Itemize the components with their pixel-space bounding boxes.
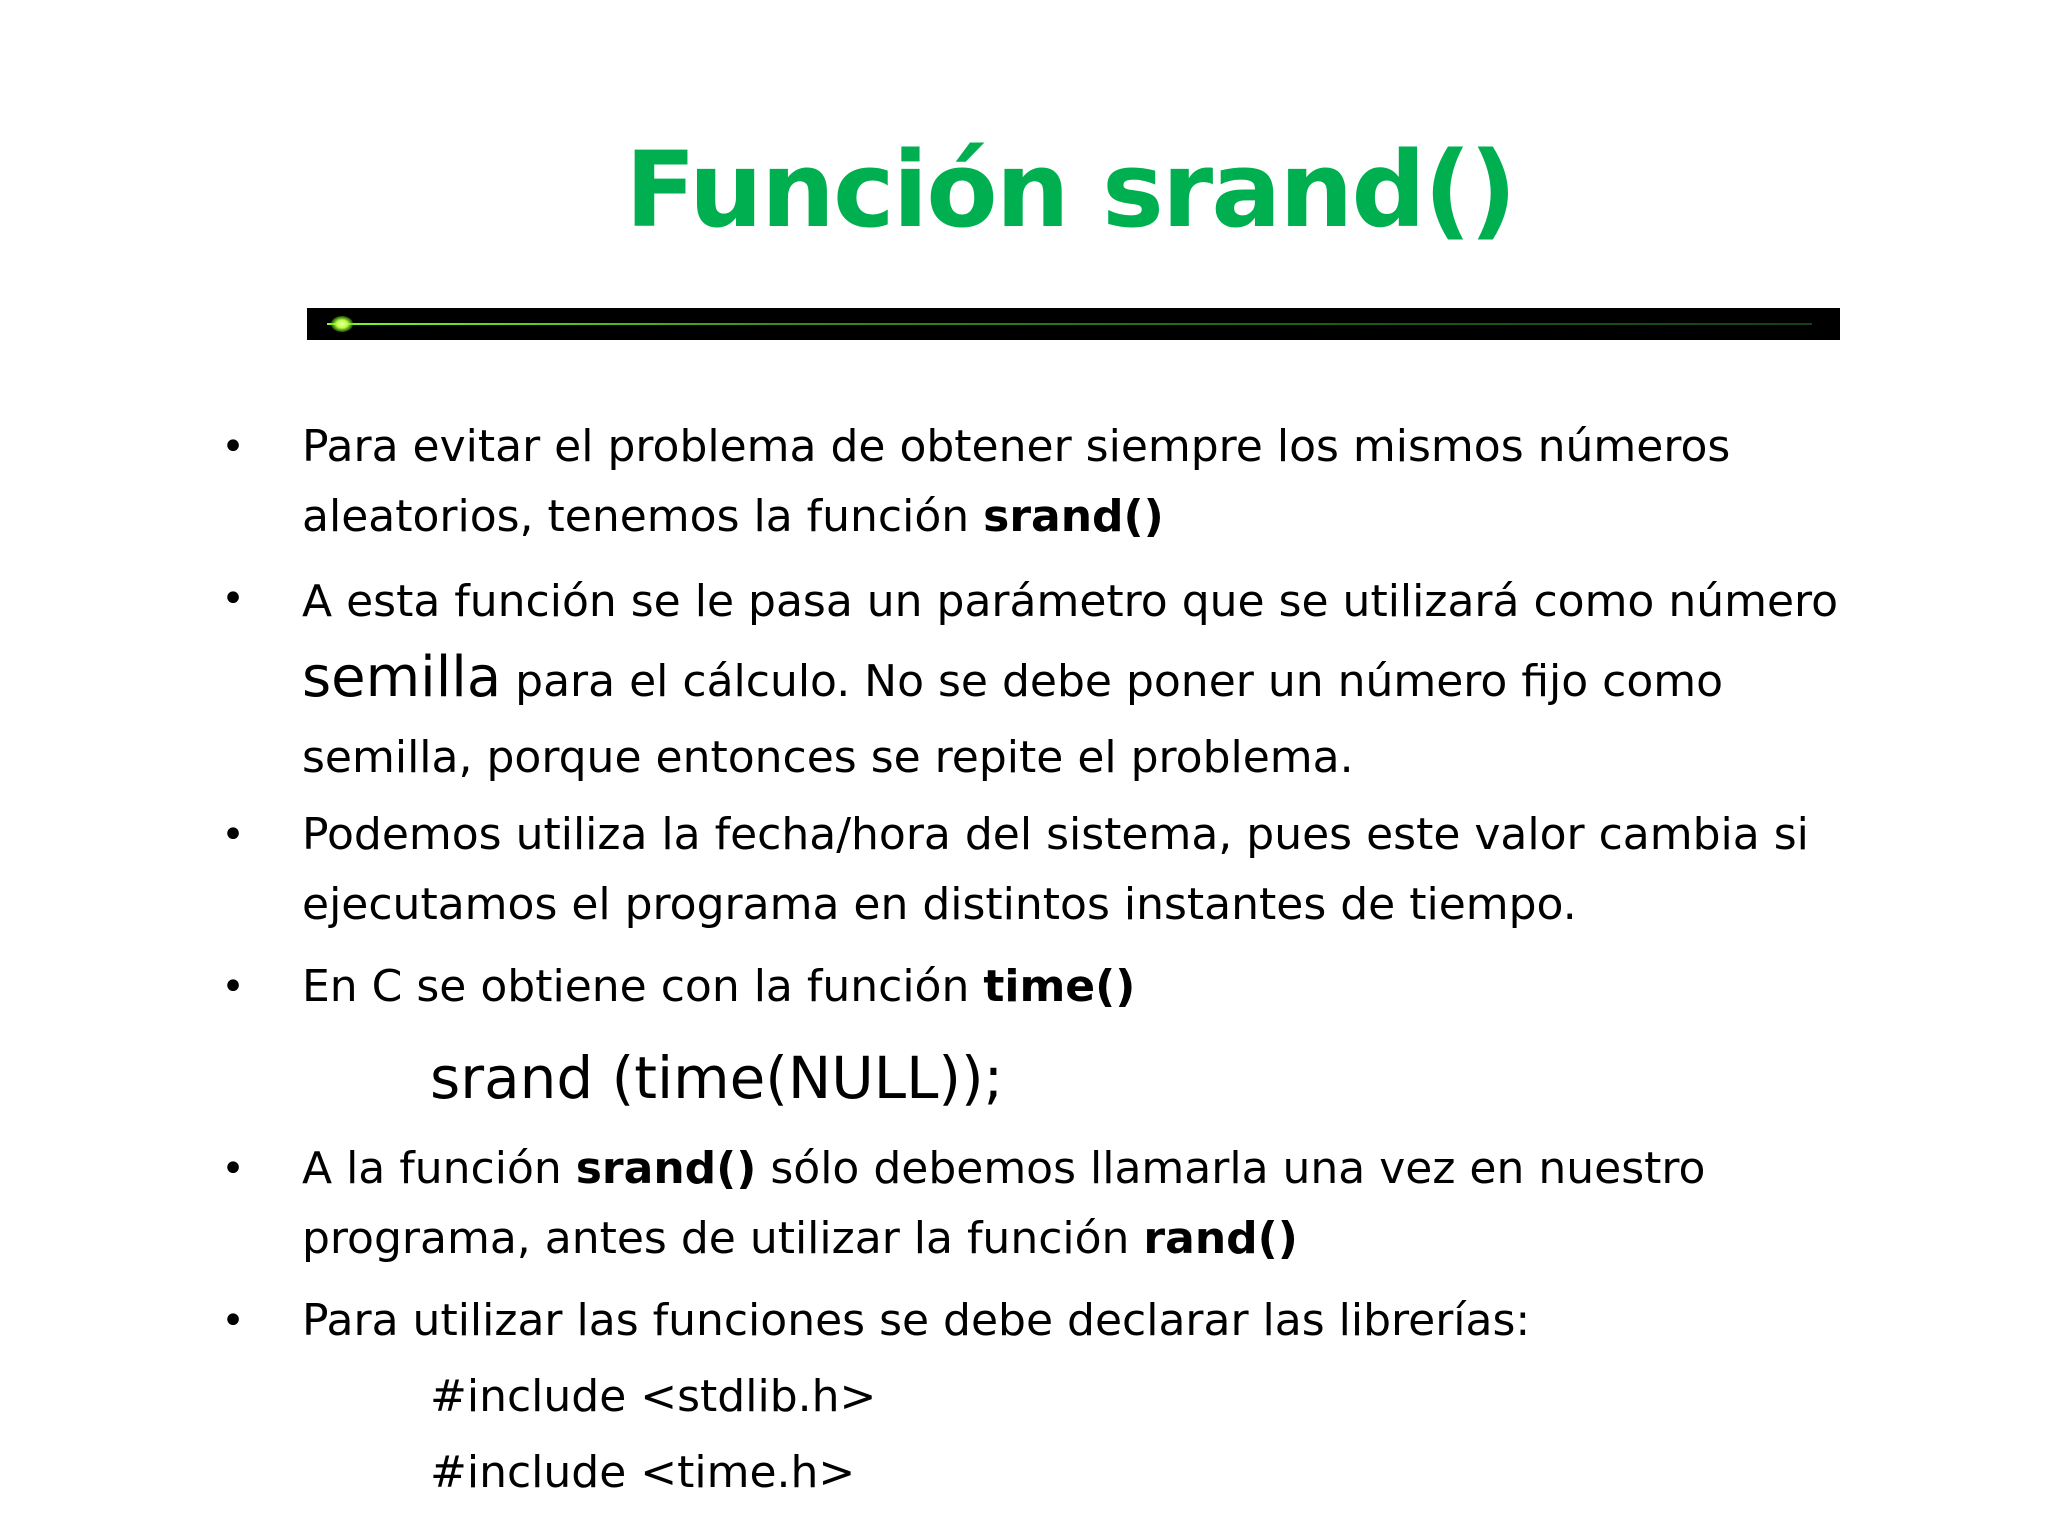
bullet-1 [302,412,1922,552]
bullet-5-line-1-start: A la función [302,1143,576,1194]
bullet-2-semilla: semilla [302,645,502,710]
bullet-marker: • [221,812,245,858]
bullet-1-line-2: aleatorios, tenemos la función [302,491,984,542]
bullet-3-line-2: ejecutamos el programa en distintos instantes de tiempo. [302,879,1577,930]
slide-title: Función srand() [625,129,1515,251]
bullet-marker: • [221,576,245,622]
bullet-2 [302,564,1922,796]
bullet-3-line-1: Podemos utiliza la fecha/hora del sistema, pues este valor cambia si [302,809,1809,860]
bullet-5-rand-bold: rand() [1143,1213,1298,1264]
bullet-4-time-bold: time() [983,961,1136,1012]
bullet-marker: • [221,424,245,470]
bullet-2-line-1: A esta función se le pasa un parámetro que se utilizará como número [302,576,1839,627]
code-include-stdlib: #include <stdlib.h> [430,1371,877,1422]
bullet-4 [302,952,1922,1022]
bullet-5-srand-bold: srand() [575,1143,757,1194]
bullet-2-line-3: semilla, porque entonces se repite el problema. [302,732,1354,783]
bullet-6 [302,1286,1922,1356]
bullet-3 [302,800,1922,940]
bullet-6-text: Para utilizar las funciones se debe declarar las librerías: [302,1295,1531,1346]
bullet-1-srand-bold: srand() [983,491,1164,542]
bullet-4-text: En C se obtiene con la función [302,961,984,1012]
code-include-time: #include <time.h> [430,1447,856,1498]
bullet-5-line-2-start: programa, antes de utilizar la función [302,1213,1144,1264]
bullet-marker: • [221,1146,245,1192]
bullet-5-line-1-end: sólo debemos llamarla una vez en nuestro [756,1143,1706,1194]
code-srand-call: srand (time(NULL)); [430,1044,1004,1112]
bullet-1-line-1: Para evitar el problema de obtener siempre los mismos números [302,421,1731,472]
bullet-marker: • [221,964,245,1010]
bullet-2-line-2: para el cálculo. No se debe poner un número fijo como [501,656,1724,707]
bullet-5 [302,1134,1922,1274]
bullet-marker: • [221,1298,245,1344]
